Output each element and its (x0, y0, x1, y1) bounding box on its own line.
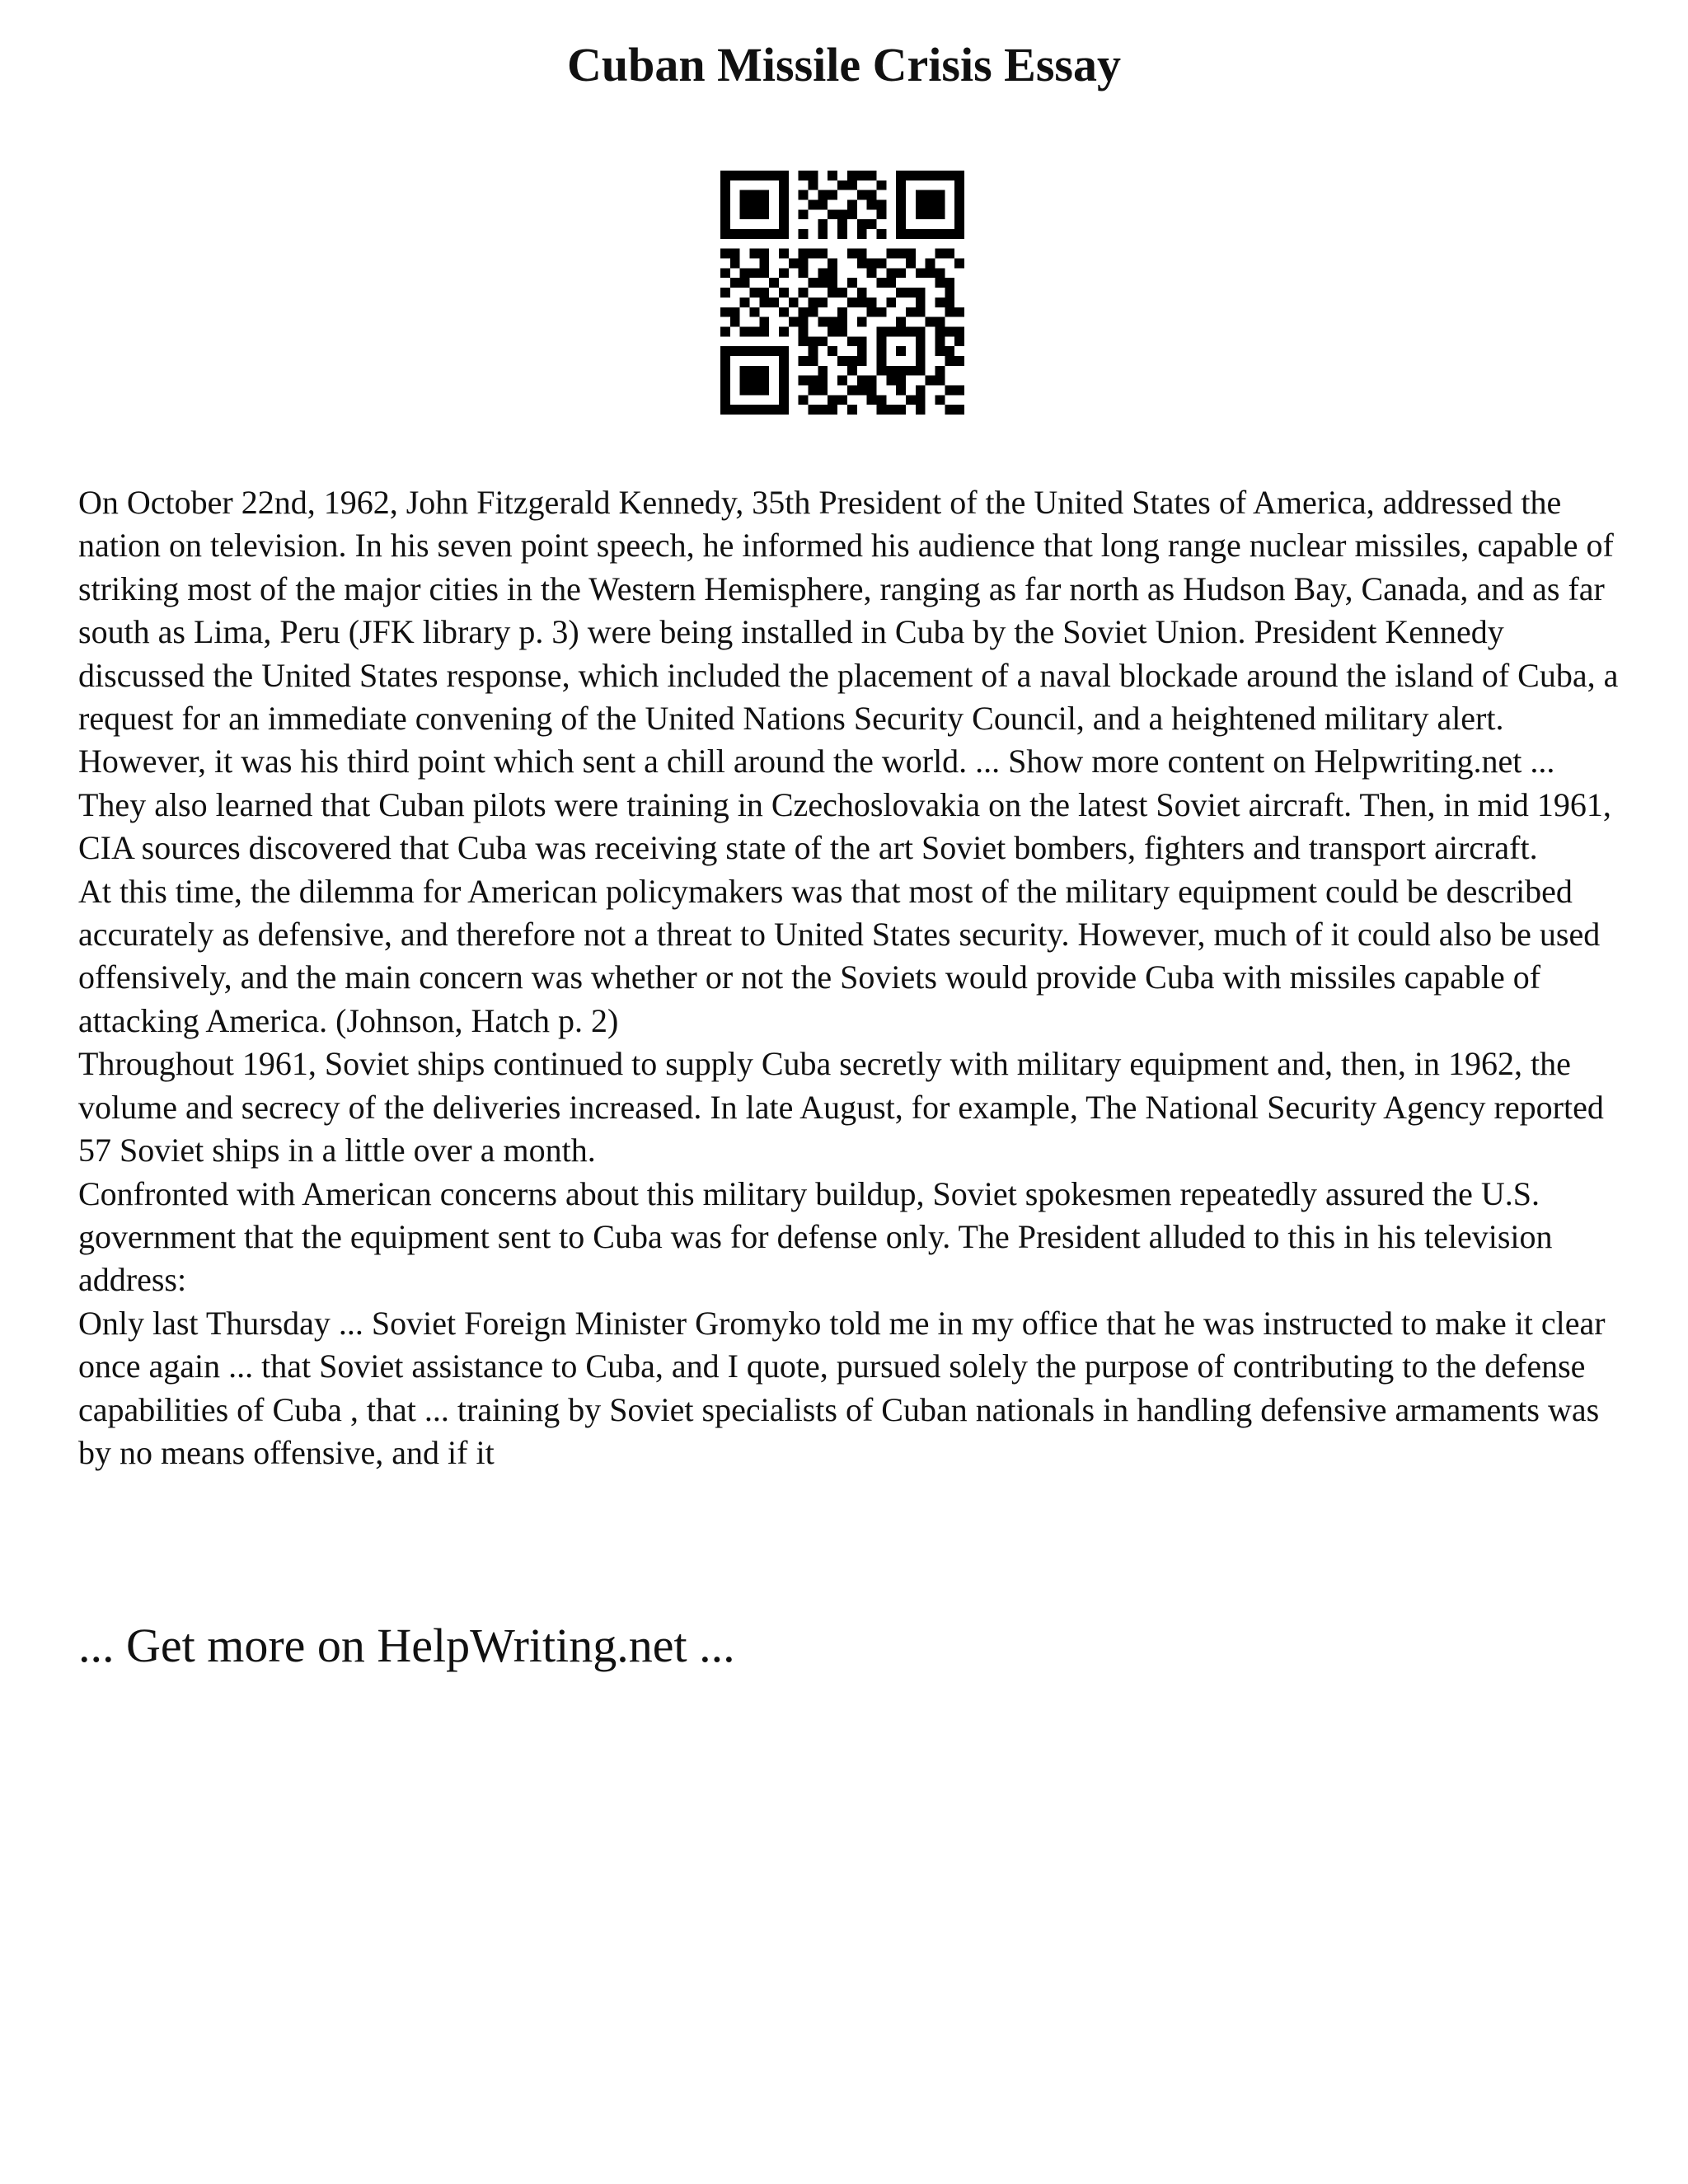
page-title: Cuban Missile Crisis Essay (567, 38, 1121, 91)
essay-paragraph: Only last Thursday ... Soviet Foreign Minister Gromyko told me in my office that he was instructed to make it clear once again ... that Soviet assistance to Cuba, and I quote, pursued solely the purpose of contributing to the defense capabilities of Cuba , that ... training by Soviet specialists of Cuban nationals in handling defensive armaments was by no means offensive, and if it (78, 1304, 1606, 1471)
essay-paragraph: They also learned that Cuban pilots were training in Czechoslovakia on the latest Soviet aircraft. Then, in mid 1961, CIA sources discovered that Cuba was receiving state of the art Soviet bombers, fighters and transport aircraft. (78, 785, 1611, 867)
essay-paragraph: At this time, the dilemma for American policymakers was that most of the military equipment could be described accurately as defensive, and therefore not a threat to United States security. However, much of it could also be used offensively, and the main concern was whether or not the Soviets would provide Cuba with missiles capable of attacking America. (Johnson, Hatch p. 2) (78, 872, 1601, 1039)
essay-paragraph: On October 22nd, 1962, John Fitzgerald Kennedy, 35th President of the United States of America, addressed the nation on television. In his seven point speech, he informed his audience that long range nuclear missiles, capable of striking most of the major cities in the Western Hemisphere, ranging as far north as Hudson Bay, Canada, and as far south as Lima, Peru (JFK library p. 3) were being installed in Cuba by the Soviet Union. President Kennedy discussed the United States response, which included the placement of a naval blockade around the island of Cuba, a request for an immediate convening of the United Nations Security Council, and a heightened military alert. However, it was his third point which sent a chill around the world. ... Show more content on Helpwriting.net ... (78, 484, 1619, 780)
essay-body (78, 481, 1628, 1474)
qr-code-icon (720, 171, 964, 415)
get-more-link[interactable]: ... Get more on HelpWriting.net ... (78, 1619, 735, 1672)
essay-paragraph: Throughout 1961, Soviet ships continued to supply Cuba secretly with military equipment and, then, in 1962, the volume and secrecy of the deliveries increased. In late August, for example, The National Security Agency reported 57 Soviet ships in a little over a month. (78, 1045, 1604, 1169)
essay-paragraph: Confronted with American concerns about this military buildup, Soviet spokesmen repeatedly assured the U.S. government that the equipment sent to Cuba was for defense only. The President alluded to this in his television address: (78, 1174, 1553, 1299)
